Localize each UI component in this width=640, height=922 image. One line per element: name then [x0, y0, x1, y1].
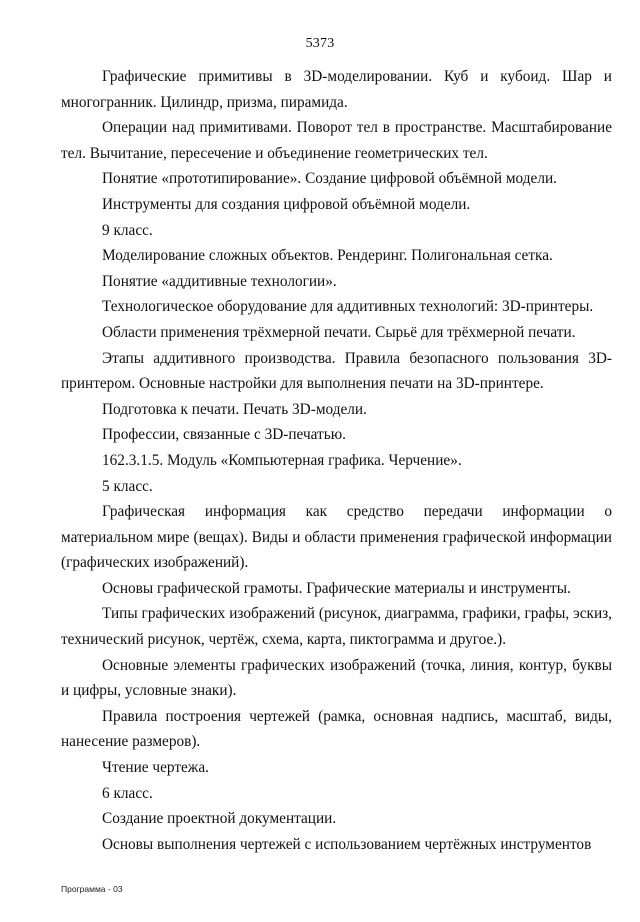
paragraph: Профессии, связанные с 3D-печатью. — [102, 426, 346, 444]
page-number: 5373 — [305, 36, 335, 51]
paragraph: Подготовка к печати. Печать 3D-модели. — [102, 400, 367, 418]
paragraph: Понятие «аддитивные технологии». — [102, 272, 337, 290]
paragraph: Правила построения чертежей (рамка, основная надпись, масштаб, виды, нанесение размеров). — [61, 707, 612, 751]
paragraph: Типы графических изображений (рисунок, диаграмма, графики, графы, эскиз, технический рисунок, чертёж, схема, карта, пиктограмма и другое.). — [61, 605, 612, 649]
paragraph: 6 класс. — [102, 784, 153, 802]
paragraph: Моделирование сложных объектов. Рендеринг. Полигональная сетка. — [102, 247, 553, 265]
document-body — [61, 64, 612, 857]
section-heading: 162.3.1.5. Модуль «Компьютерная графика. Черчение». — [102, 451, 462, 469]
paragraph: Инструменты для создания цифровой объёмной модели. — [102, 195, 471, 213]
paragraph: Чтение чертежа. — [102, 759, 209, 777]
paragraph: Операции над примитивами. Поворот тел в пространстве. Масштабирование тел. Вычитание, пересечение и объединение геометрических тел. — [61, 119, 612, 162]
paragraph: Создание проектной документации. — [102, 810, 337, 828]
paragraph: Основы выполнения чертежей с использованием чертёжных инструментов — [102, 835, 592, 853]
footer-label: Программа - 03 — [61, 884, 123, 894]
paragraph: Основные элементы графических изображений (точка, линия, контур, буквы и цифры, условные знаки). — [61, 656, 612, 700]
paragraph: Понятие «прототипирование». Создание цифровой объёмной модели. — [102, 170, 557, 188]
paragraph: Графическая информация как средство передачи информации о материальном мире (вещах). Виды и области применения графической информации (графических изображений). — [61, 503, 612, 572]
paragraph: 9 класс. — [102, 221, 153, 239]
paragraph: Области применения трёхмерной печати. Сырьё для трёхмерной печати. — [102, 323, 576, 341]
paragraph: Технологическое оборудование для аддитивных технологий: 3D-принтеры. — [102, 298, 594, 316]
paragraph: Этапы аддитивного производства. Правила безопасного пользования 3D-принтером. Основные настройки для выполнения печати на 3D-принтере. — [61, 349, 612, 393]
paragraph: 5 класс. — [102, 477, 153, 495]
paragraph: Графические примитивы в 3D-моделировании. Куб и кубоид. Шар и многогранник. Цилиндр, призма, пирамида. — [61, 68, 612, 111]
paragraph: Основы графической грамоты. Графические материалы и инструменты. — [102, 579, 571, 597]
